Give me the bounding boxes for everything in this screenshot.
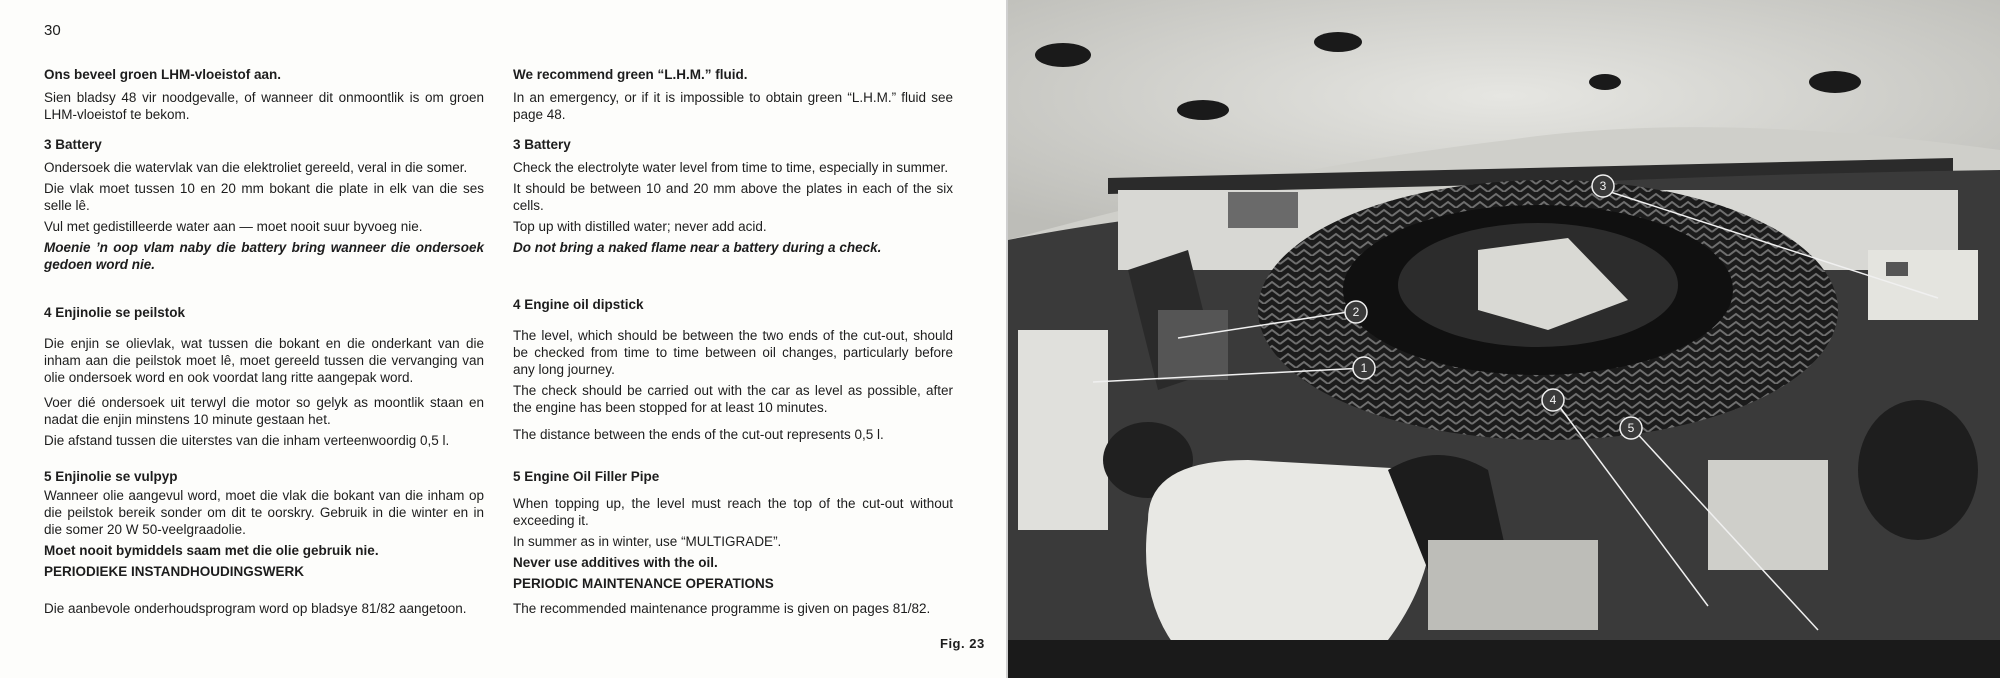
battery (1868, 250, 1978, 320)
af-filler-p1: Wanneer olie aangevul word, moet die vlak die bokant van die inham op die peilstok bereik sonder om dit te oorskry. Gebruik in die winter en in die somer 20 W 50-veelgraadolie. (44, 488, 484, 537)
af-filler-heading: 5 Enjinolie se vulpyp (44, 469, 178, 484)
af-dipstick-p1: Die enjin se olievlak, wat tussen die bokant en die onderkant van die inham aan die peilstok moet lê, moet gereeld tussen die vervanging van olie ondersoek word en ook voordat lang ritte aangepak word. (44, 336, 484, 385)
en-filler-section (513, 468, 953, 596)
bonnet-hole-icon (1035, 43, 1091, 67)
af-battery-warning: Moenie ’n oop vlam naby die battery bring wanneer die ondersoek gedoen word nie. (44, 240, 484, 272)
bonnet-hole-icon (1314, 32, 1362, 52)
en-dipstick-p3: The distance between the ends of the cut-out represents 0,5 l. (513, 427, 884, 442)
callout-1-label: 1 (1360, 361, 1368, 375)
af-maintenance-text: Die aanbevole onderhoudsprogram word op bladsye 81/82 aangetoon. (44, 601, 467, 616)
page-number: 30 (44, 22, 61, 39)
en-maintenance-text: The recommended maintenance programme is given on pages 81/82. (513, 601, 931, 616)
en-battery-section (513, 136, 953, 260)
en-battery-warning: Do not bring a naked flame near a battery during a check. (513, 240, 882, 255)
info-plate (1228, 192, 1298, 228)
bracket (1158, 310, 1228, 380)
en-maintenance-heading: PERIODIC MAINTENANCE OPERATIONS (513, 576, 774, 591)
af-battery-p3: Vul met gedistilleerde water aan — moet nooit suur byvoeg nie. (44, 219, 423, 234)
en-filler-p1: When topping up, the level must reach the top of the cut-out without exceeding it. (513, 496, 953, 528)
af-battery-heading: 3 Battery (44, 137, 102, 152)
bonnet-hole-icon (1589, 74, 1621, 90)
bonnet-hole-icon (1177, 100, 1229, 120)
left-wheel-arch (1018, 330, 1108, 530)
en-maintenance-section (513, 600, 953, 621)
en-fluid-section (513, 66, 953, 127)
carburettor (1428, 540, 1598, 630)
af-dipstick-p2: Voer dié ondersoek uit terwyl die motor so gelyk as moontlik staan en nadat die enjin minstens 10 minute gestaan het. (44, 395, 484, 427)
callout-5 (1620, 417, 1642, 439)
af-fluid-text: Sien bladsy 48 vir noodgevalle, of wanneer dit onmoontlik is om groen LHM-vloeistof te bekom. (44, 90, 484, 122)
en-fluid-heading: We recommend green “L.H.M.” fluid. (513, 67, 748, 82)
en-dipstick-p2: The check should be carried out with the car as level as possible, after the engine has been stopped for at least 10 minutes. (513, 383, 953, 415)
en-battery-p2: It should be between 10 and 20 mm above the plates in each of the six cells. (513, 181, 953, 213)
bonnet-hole-icon (1809, 71, 1861, 93)
air-filter (1146, 460, 1433, 650)
callout-4-label: 4 (1549, 393, 1557, 407)
battery-terminal (1886, 262, 1908, 276)
af-dipstick-p3: Die afstand tussen die uiterstes van die inham verteenwoordig 0,5 l. (44, 433, 450, 448)
callout-3-label: 3 (1599, 179, 1607, 193)
engine-block-right (1858, 400, 1978, 540)
af-battery-p2: Die vlak moet tussen 10 en 20 mm bokant die plate in elk van die ses selle lê. (44, 181, 484, 213)
af-maintenance-section (44, 600, 484, 621)
callout-2-label: 2 (1352, 305, 1360, 319)
callout-4 (1542, 389, 1564, 411)
en-battery-p3: Top up with distilled water; never add acid. (513, 219, 767, 234)
af-fluid-heading: Ons beveel groen LHM-vloeistof aan. (44, 67, 282, 82)
en-dipstick-heading: 4 Engine oil dipstick (513, 297, 644, 312)
figure-label: Fig. 23 (940, 636, 985, 651)
front-crossmember (1008, 640, 2000, 678)
right-bracket (1708, 460, 1828, 570)
af-battery-section (44, 136, 484, 277)
en-dipstick-section (513, 296, 953, 447)
callout-1 (1353, 357, 1375, 379)
en-filler-warning: Never use additives with the oil. (513, 555, 718, 570)
af-fluid-section (44, 66, 484, 127)
af-dipstick-section (44, 304, 484, 453)
af-battery-p1: Ondersoek die watervlak van die elektroliet gereeld, veral in die somer. (44, 160, 468, 175)
en-battery-p1: Check the electrolyte water level from time to time, especially in summer. (513, 160, 949, 175)
af-maintenance-heading: PERIODIEKE INSTANDHOUDINGSWERK (44, 564, 305, 579)
en-fluid-text: In an emergency, or if it is impossible to obtain green “L.H.M.” fluid see page 48. (513, 90, 953, 122)
af-filler-warning: Moet nooit bymiddels saam met die olie gebruik nie. (44, 543, 379, 558)
en-filler-heading: 5 Engine Oil Filler Pipe (513, 469, 660, 484)
engine-bay-photo (1008, 0, 2000, 678)
en-battery-heading: 3 Battery (513, 137, 571, 152)
callout-2 (1345, 301, 1367, 323)
en-dipstick-p1: The level, which should be between the two ends of the cut-out, should be checked from time to time between oil changes, particularly before any long journey. (513, 328, 953, 377)
callout-3 (1592, 175, 1614, 197)
af-dipstick-heading: 4 Enjinolie se peilstok (44, 305, 186, 320)
callout-5-label: 5 (1627, 421, 1635, 435)
af-filler-section (44, 468, 484, 584)
en-filler-p2: In summer as in winter, use “MULTIGRADE”. (513, 534, 782, 549)
